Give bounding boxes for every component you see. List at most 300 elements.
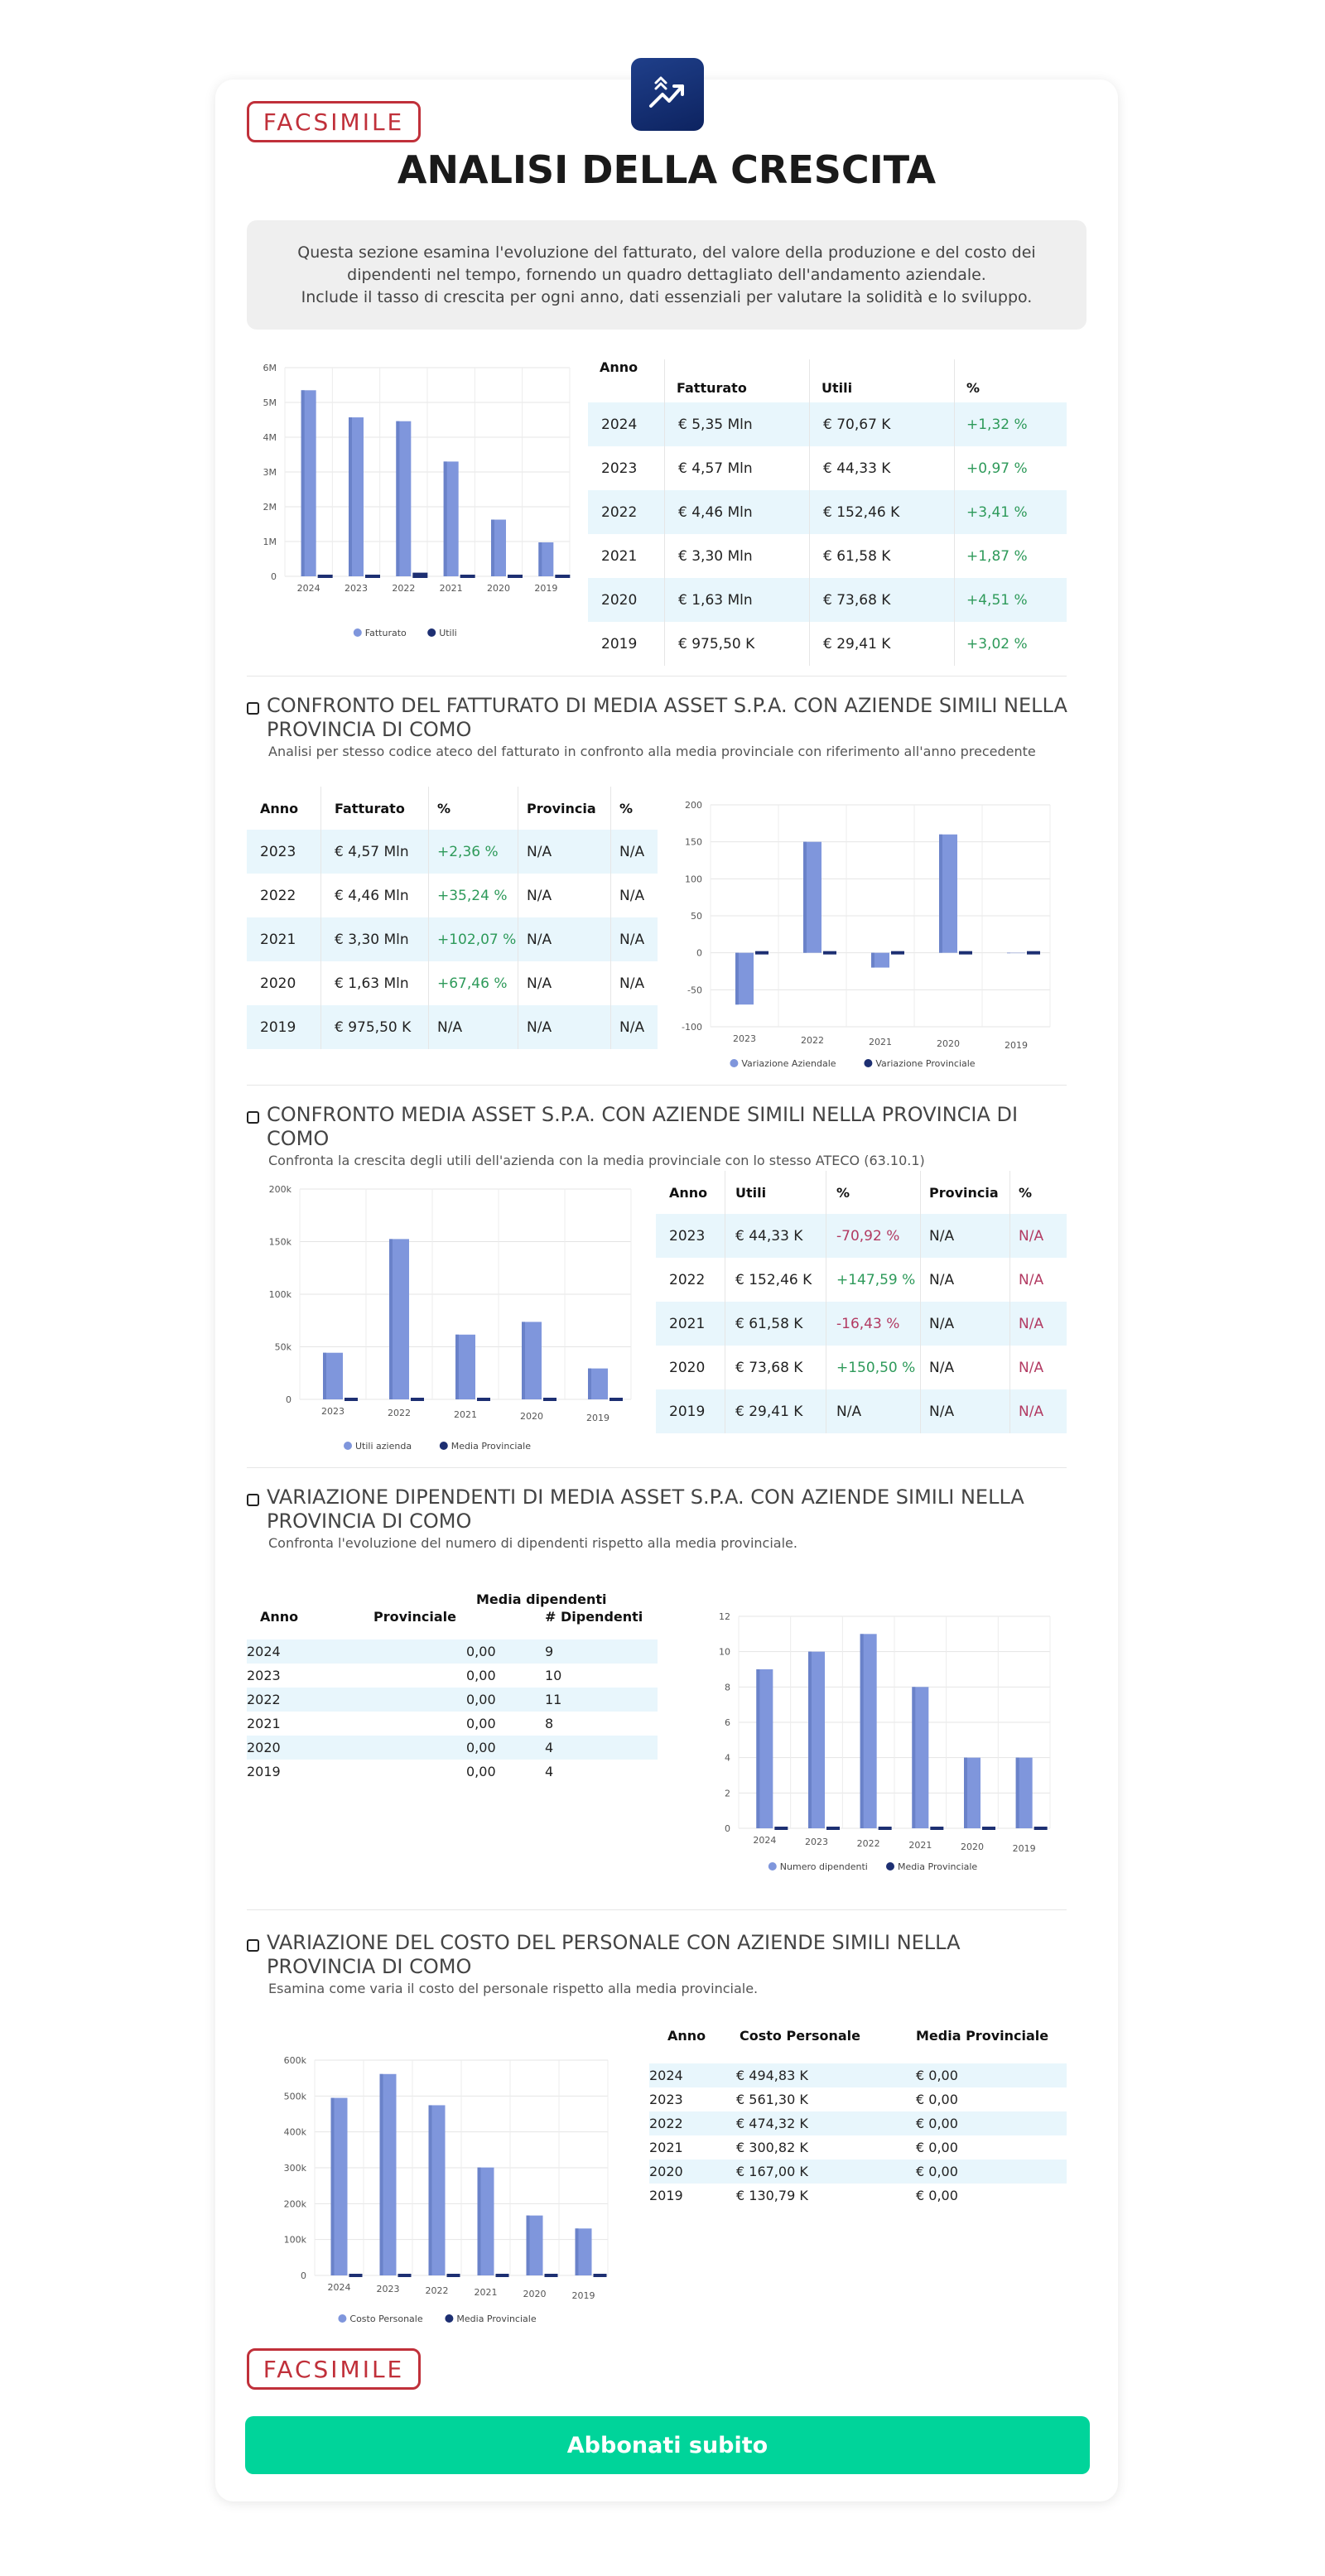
col-header: Anno (600, 359, 638, 375)
y-tick-label: 150 (685, 836, 702, 848)
section-header-fatturato-provincia (247, 694, 1075, 759)
section-divider (247, 1909, 1067, 1910)
col-header: Media Provinciale (916, 2028, 1049, 2044)
table-cell: +35,24 % (429, 874, 518, 917)
y-tick-label: 200k (268, 1184, 292, 1195)
legend-swatch (427, 628, 436, 637)
section-title: VARIAZIONE DIPENDENTI DI MEDIA ASSET S.P.A. CON AZIENDE SIMILI NELLA PROVINCIA DI COMO (267, 1485, 1024, 1533)
y-tick-label: 100k (283, 2234, 306, 2246)
table-cell: 2022 (588, 490, 665, 534)
y-tick-label: 500k (283, 2091, 306, 2102)
bar-secondary (344, 1398, 358, 1401)
col-header: Utili (810, 359, 955, 402)
bar-edge (522, 1322, 525, 1399)
bar-secondary (1027, 951, 1040, 955)
table-row (656, 1389, 1067, 1433)
section-subtitle: Esamina come varia il costo del personale rispetto alla media provinciale. (268, 1981, 759, 1996)
table-cell: 2021 (247, 917, 321, 961)
col-header: Anno (260, 1609, 299, 1625)
x-tick-label: 2019 (1005, 1040, 1028, 1051)
bar-secondary (826, 1827, 840, 1830)
col-header: % (429, 787, 518, 830)
x-tick-label: 2020 (523, 2289, 547, 2299)
col-header: % (955, 359, 1067, 402)
table-cell: € 61,58 K (810, 534, 955, 578)
bar-edge (588, 1369, 591, 1399)
bar-edge (808, 1652, 812, 1828)
table-cell: N/A (429, 1005, 518, 1049)
legend-label: Costo Personale (349, 2314, 423, 2324)
bar-secondary (412, 573, 427, 578)
table-cell: +67,46 % (429, 961, 518, 1005)
table-cell: € 61,58 K (725, 1302, 826, 1346)
y-tick-label: 0 (286, 1394, 292, 1405)
table-row (588, 534, 1067, 578)
table-cell: +102,07 % (429, 917, 518, 961)
checkbox-icon (247, 1939, 259, 1952)
y-tick-label: 150k (268, 1236, 292, 1248)
subscribe-button[interactable]: Abbonati subito (245, 2416, 1090, 2474)
table-cell: € 29,41 K (810, 622, 955, 666)
chart-utili-azienda (253, 1176, 648, 1457)
table-cell: N/A (826, 1389, 921, 1433)
table-cell: 2022 (649, 2111, 726, 2135)
table-cell: € 0,00 (906, 2111, 1067, 2135)
table-cell: +1,87 % (955, 534, 1067, 578)
y-tick-label: 400k (283, 2126, 306, 2138)
page-title: ANALISI DELLA CRESCITA (397, 147, 937, 192)
table-cell: N/A (518, 961, 611, 1005)
x-tick-label: 2021 (908, 1840, 932, 1851)
bar-secondary (318, 575, 333, 578)
table-row (656, 1214, 1067, 1258)
table-cell: 2024 (247, 1639, 364, 1664)
checkbox-icon (247, 1111, 259, 1124)
table-cell: 8 (545, 1716, 554, 1731)
table-cell: € 4,46 Mln (321, 874, 429, 917)
table-cell: 2020 (260, 975, 296, 992)
section-subtitle: Confronta l'evoluzione del numero di dipendenti rispetto alla media provinciale. (268, 1535, 797, 1551)
x-tick-label: 2019 (586, 1413, 610, 1423)
table-cell: 2022 (247, 1688, 364, 1712)
y-tick-label: 2 (725, 1788, 730, 1799)
y-tick-label: 6 (725, 1717, 730, 1728)
x-tick-label: 2021 (474, 2287, 498, 2298)
bar-edge (576, 2228, 579, 2275)
table-cell: € 0,00 (906, 2063, 1067, 2087)
table-cell: € 0,00 (916, 2140, 958, 2155)
bar-edge (331, 2098, 335, 2275)
section-title: CONFRONTO MEDIA ASSET S.P.A. CON AZIENDE SIMILI NELLA PROVINCIA DI COMO (267, 1103, 1019, 1150)
table-cell: € 474,32 K (726, 2111, 906, 2135)
intro-line: Questa sezione esamina l'evoluzione del fatturato, del valore della produzione e del costo dei (297, 243, 1036, 262)
bar-edge (527, 2216, 530, 2275)
legend-label: Media Provinciale (898, 1861, 978, 1872)
table-cell: 2021 (247, 1716, 281, 1731)
bar-secondary (982, 1827, 995, 1830)
table-cell: € 167,00 K (726, 2160, 906, 2184)
x-tick-label: 2020 (487, 583, 510, 594)
table-cell: 0,00 (364, 1639, 537, 1664)
table-cell: 2020 (669, 1359, 706, 1376)
y-tick-label: 4 (725, 1752, 730, 1764)
table-cell: 10 (545, 1668, 562, 1683)
x-tick-label: 2024 (327, 2282, 351, 2293)
table-dipendenti (247, 1590, 658, 1784)
table-cell: 11 (537, 1688, 658, 1712)
intro-line: dipendenti nel tempo, fornendo un quadro dettagliato dell'andamento aziendale. (347, 266, 986, 284)
bar-edge (478, 2168, 481, 2275)
col-header: Provinciale (373, 1609, 457, 1625)
legend-label: Fatturato (364, 628, 407, 638)
table-row (649, 2184, 1067, 2208)
bar-edge (444, 461, 447, 576)
bar-secondary (411, 1398, 424, 1401)
table-cell: N/A (611, 874, 658, 917)
y-tick-label: -50 (687, 985, 702, 996)
chart-dipendenti (706, 1605, 1067, 1878)
table-cell: € 44,33 K (810, 446, 955, 490)
x-tick-label: 2023 (376, 2284, 400, 2294)
table-cell: N/A (921, 1214, 1010, 1258)
y-tick-label: 6M (263, 363, 277, 373)
table-cell: € 300,82 K (736, 2140, 808, 2155)
table-row (649, 2135, 1067, 2160)
table-cell: € 4,57 Mln (321, 830, 429, 874)
bar-secondary (460, 575, 475, 578)
bar-secondary (594, 2274, 607, 2277)
table-cell: 2020 (247, 1736, 364, 1760)
table-row (247, 1664, 658, 1688)
table-cell: N/A (921, 1346, 1010, 1389)
table-row (649, 2160, 1067, 2184)
y-tick-label: 0 (725, 1823, 730, 1834)
chart-fatturato-utili (247, 354, 586, 644)
x-tick-label: 2022 (856, 1838, 880, 1849)
x-tick-label: 2022 (801, 1035, 824, 1046)
bar-secondary (349, 2274, 363, 2277)
col-header: % (611, 787, 658, 830)
bar-edge (396, 421, 399, 576)
x-tick-label: 2022 (425, 2285, 449, 2296)
table-cell: +3,02 % (955, 622, 1067, 666)
table-cell: € 130,79 K (736, 2188, 808, 2203)
table-cell: +4,51 % (955, 578, 1067, 622)
bar-edge (380, 2074, 383, 2275)
bar-secondary (823, 951, 836, 955)
col-header: Anno (669, 1184, 708, 1201)
table-cell: -70,92 % (826, 1214, 921, 1258)
col-header: Costo Personale (740, 2028, 860, 2044)
bar-edge (871, 953, 874, 968)
table-cell: N/A (518, 830, 611, 874)
bar-edge (756, 1669, 759, 1828)
x-tick-label: 2023 (344, 583, 368, 594)
table-row (588, 490, 1067, 534)
table-cell: € 44,33 K (725, 1214, 826, 1258)
y-tick-label: 50 (691, 911, 702, 922)
bar-edge (1007, 953, 1010, 954)
bar-edge (860, 1634, 864, 1828)
table-cell: 2023 (656, 1214, 725, 1258)
table-row (247, 1639, 658, 1664)
bar-secondary (365, 575, 380, 578)
section-divider (247, 1085, 1067, 1086)
bar-secondary (891, 951, 904, 955)
table-cell: 0,00 (466, 1764, 496, 1779)
table-cell: € 73,68 K (810, 578, 955, 622)
bar-secondary (774, 1827, 788, 1830)
table-utili-provincia (656, 1171, 1067, 1433)
x-tick-label: 2019 (571, 2290, 595, 2301)
table-cell: +3,41 % (955, 490, 1067, 534)
checkbox-icon (247, 1494, 259, 1506)
table-cell: N/A (611, 961, 658, 1005)
table-cell: 0,00 (364, 1736, 537, 1760)
legend-swatch (730, 1059, 738, 1067)
table-cell: 2021 (656, 1302, 725, 1346)
section-subtitle: Analisi per stesso codice ateco del fatturato in confronto alla media provinciale con riferimento all'anno precedente (268, 744, 1036, 759)
x-tick-label: 2023 (805, 1837, 828, 1847)
bar-secondary (610, 1398, 623, 1401)
table-cell: 2020 (588, 578, 665, 622)
table-row (588, 402, 1067, 446)
table-cell: 4 (537, 1736, 658, 1760)
bar-secondary (545, 2274, 558, 2277)
y-tick-label: 0 (301, 2270, 306, 2281)
table-cell: N/A (518, 917, 611, 961)
y-tick-label: 100k (268, 1289, 292, 1300)
x-tick-label: 2022 (392, 583, 416, 594)
table-cell: € 70,67 K (810, 402, 955, 446)
chart-costo-personale (277, 2049, 624, 2330)
x-tick-label: 2024 (296, 583, 320, 594)
table-cell: 2021 (649, 2140, 683, 2155)
col-header: % (826, 1171, 921, 1214)
table-row (656, 1258, 1067, 1302)
col-header: Fatturato (321, 787, 429, 830)
table-cell: € 29,41 K (725, 1389, 826, 1433)
table-cell: € 0,00 (916, 2188, 958, 2203)
col-header: % (1010, 1171, 1067, 1214)
table-row (247, 1688, 658, 1712)
section-header-dipendenti (247, 1485, 1075, 1551)
intro-line: Include il tasso di crescita per ogni anno, dati essenziali per valutare la solidità e lo sviluppo. (301, 288, 1033, 306)
table-cell: € 0,00 (906, 2160, 1067, 2184)
y-tick-label: 200k (283, 2198, 306, 2210)
bar-secondary (508, 575, 523, 578)
table-row (656, 1346, 1067, 1389)
table-cell: € 152,46 K (810, 490, 955, 534)
col-header: Provincia (518, 787, 611, 830)
table-cell: +150,50 % (826, 1346, 921, 1389)
y-tick-label: 12 (719, 1611, 730, 1622)
table-cell: 2022 (260, 887, 296, 904)
legend-swatch (768, 1862, 777, 1871)
table-cell: 2023 (247, 830, 321, 874)
y-tick-label: 600k (283, 2055, 306, 2066)
x-tick-label: 2020 (937, 1038, 960, 1049)
y-tick-label: 200 (685, 800, 702, 811)
bar-secondary (543, 1398, 556, 1401)
legend-swatch (354, 628, 362, 637)
bar-secondary (477, 1398, 490, 1401)
table-cell: 2019 (601, 635, 638, 652)
bar-secondary (496, 2274, 509, 2277)
table-cell: 2019 (247, 1764, 281, 1779)
bar-secondary (930, 1827, 943, 1830)
section-divider (247, 676, 1067, 677)
table-row (247, 1760, 658, 1784)
table-cell: +2,36 % (429, 830, 518, 874)
legend-swatch (344, 1442, 352, 1450)
table-cell: 2022 (669, 1271, 706, 1288)
table-cell: € 494,83 K (726, 2063, 906, 2087)
table-cell: +1,32 % (955, 402, 1067, 446)
table-cell: N/A (1010, 1346, 1067, 1389)
table-cell: N/A (611, 830, 658, 874)
y-tick-label: 100 (685, 874, 702, 885)
chart-variazione-fatturato (672, 793, 1067, 1075)
bar-secondary (398, 2274, 412, 2277)
table-cell: € 152,46 K (725, 1258, 826, 1302)
bar-edge (538, 542, 542, 576)
legend-swatch (338, 2314, 346, 2323)
col-header-top: Media dipendenti (476, 1591, 607, 1607)
legend-label: Variazione Provinciale (875, 1058, 976, 1069)
table-cell: € 3,30 Mln (665, 534, 810, 578)
col-header: Anno (260, 800, 299, 816)
table-cell: € 4,46 Mln (665, 490, 810, 534)
bar-secondary (755, 951, 768, 955)
table-cell: € 5,35 Mln (665, 402, 810, 446)
bar-secondary (447, 2274, 460, 2277)
table-cell: 2023 (649, 2092, 683, 2107)
legend-label: Variazione Aziendale (741, 1058, 836, 1069)
x-tick-label: 2024 (753, 1835, 777, 1846)
table-cell: € 4,57 Mln (665, 446, 810, 490)
table-cell: N/A (611, 917, 658, 961)
y-tick-label: 8 (725, 1682, 730, 1693)
bar-edge (429, 2105, 432, 2275)
table-cell: 4 (545, 1764, 554, 1779)
bar-edge (301, 390, 305, 576)
table-cell: 2023 (601, 460, 638, 477)
y-tick-label: 300k (283, 2163, 306, 2174)
table-cell: +0,97 % (955, 446, 1067, 490)
table-cell: N/A (921, 1302, 1010, 1346)
table-cell: N/A (518, 1005, 611, 1049)
bar-edge (349, 417, 352, 576)
legend-swatch (886, 1862, 894, 1871)
section-divider (247, 1467, 1067, 1468)
facsimile-stamp: FACSIMILE (247, 2348, 421, 2390)
table-cell: 0,00 (466, 1668, 496, 1683)
table-cell: 2019 (649, 2188, 683, 2203)
bar-secondary (879, 1827, 892, 1830)
x-tick-label: 2021 (869, 1037, 892, 1047)
table-row (247, 830, 658, 874)
table-cell: € 561,30 K (736, 2092, 808, 2107)
y-tick-label: 50k (274, 1341, 292, 1353)
bar-secondary (555, 575, 570, 578)
table-cell: € 975,50 K (665, 622, 810, 666)
table-cell: N/A (1010, 1214, 1067, 1258)
table-cell: 2024 (649, 2063, 726, 2087)
bar-secondary (1034, 1827, 1048, 1830)
legend-label: Numero dipendenti (779, 1861, 868, 1872)
x-tick-label: 2021 (454, 1409, 477, 1420)
section-title: VARIAZIONE DEL COSTO DEL PERSONALE CON AZIENDE SIMILI NELLA PROVINCIA DI COMO (267, 1931, 961, 1978)
legend-label: Utili azienda (355, 1441, 412, 1452)
bar-edge (803, 842, 807, 953)
section-header-utili-provincia (247, 1103, 1075, 1168)
x-tick-label: 2023 (733, 1033, 756, 1044)
growth-logo-icon (631, 58, 704, 131)
facsimile-stamp: FACSIMILE (247, 101, 421, 142)
table-cell: N/A (611, 1005, 658, 1049)
table-cell: 2020 (649, 2160, 726, 2184)
legend-swatch (864, 1059, 872, 1067)
legend-label: Media Provinciale (450, 1441, 532, 1452)
table-fatturato-utili (588, 359, 1067, 666)
y-tick-label: 2M (263, 502, 277, 513)
table-cell: N/A (1010, 1389, 1067, 1433)
table-row (656, 1302, 1067, 1346)
bar-edge (939, 835, 942, 953)
table-cell: 0,00 (466, 1716, 496, 1731)
col-header: # Dipendenti (545, 1609, 643, 1625)
table-cell: 0,00 (364, 1688, 537, 1712)
table-fatturato-provincia (247, 787, 658, 1049)
legend-label: Media Provinciale (456, 2314, 537, 2324)
section-title: CONFRONTO DEL FATTURATO DI MEDIA ASSET S.P.A. CON AZIENDE SIMILI NELLA PROVINCIA DI COMO (267, 694, 1067, 741)
table-cell: +147,59 % (826, 1258, 921, 1302)
bar-edge (964, 1758, 967, 1828)
bar-edge (735, 953, 739, 1005)
x-tick-label: 2021 (439, 583, 463, 594)
col-header: Utili (725, 1171, 826, 1214)
table-cell: 2019 (247, 1005, 321, 1049)
y-tick-label: 5M (263, 397, 277, 408)
table-cell: € 73,68 K (725, 1346, 826, 1389)
table-cell: N/A (518, 874, 611, 917)
table-cell: N/A (921, 1389, 1010, 1433)
table-row (247, 1712, 658, 1736)
table-cell: -16,43 % (826, 1302, 921, 1346)
table-row (649, 2063, 1067, 2087)
y-tick-label: 10 (719, 1646, 730, 1658)
table-cell: € 975,50 K (321, 1005, 429, 1049)
bar-edge (323, 1353, 326, 1399)
col-header: Provincia (921, 1171, 1010, 1214)
bar-edge (389, 1239, 393, 1399)
legend-swatch (440, 1442, 448, 1450)
y-tick-label: 0 (696, 947, 702, 959)
section-header-costo-personale (247, 1931, 1075, 1996)
table-cell: 2019 (656, 1389, 725, 1433)
x-tick-label: 2020 (961, 1842, 984, 1852)
table-cell: 2021 (601, 547, 638, 565)
intro-box (247, 220, 1086, 330)
table-cell: N/A (1010, 1258, 1067, 1302)
section-subtitle: Confronta la crescita degli utili dell'azienda con la media provinciale con lo stesso ATECO (63.10.1) (268, 1153, 925, 1168)
table-row (649, 2111, 1067, 2135)
table-cell: 2023 (247, 1668, 281, 1683)
legend-swatch (445, 2314, 453, 2323)
table-row (588, 446, 1067, 490)
table-row (247, 1005, 658, 1049)
